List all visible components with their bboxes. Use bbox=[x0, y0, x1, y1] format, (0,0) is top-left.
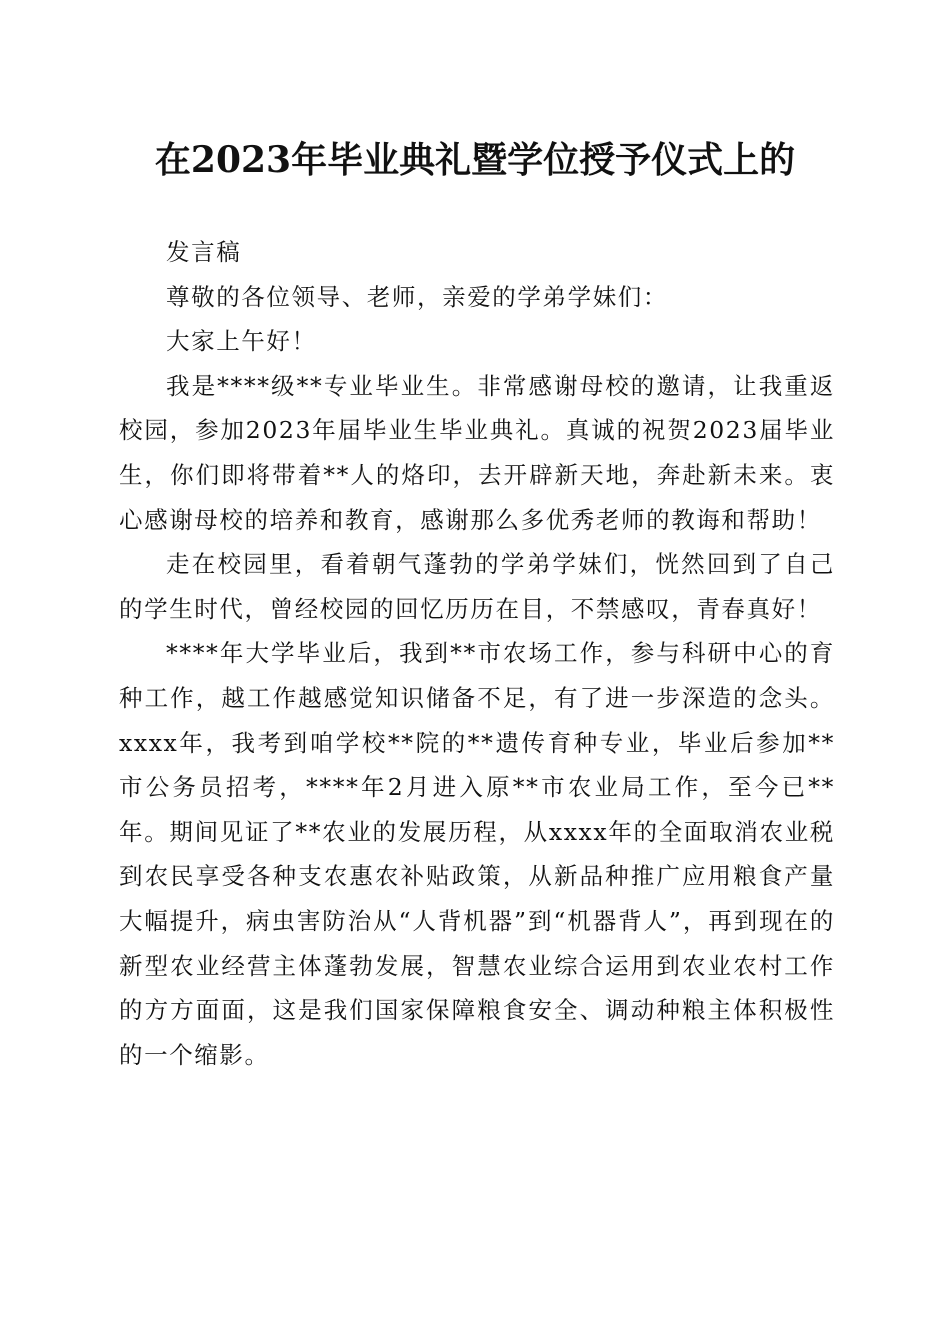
document-title: 在2023年毕业典礼暨学位授予仪式上的 bbox=[154, 139, 796, 181]
paragraph-career-history: ****年大学毕业后，我到**市农场工作，参与科研中心的育种工作，越工作越感觉知识储备不足，有了进一步深造的念头。xxxx年，我考到咱学校**院的**遗传育种专业，毕业后参加**市公务员招考，****年2月进入原**市农业局工作，至今已**年。期间见证了**农业的发展历程，从xxxx年的全面取消农业税到农民享受各种支农惠农补贴政策，从新品种推广应用粮食产量大幅提升，病虫害防治从“人背机器”到“机器背人”，再到现在的新型农业经营主体蓬勃发展，智慧农业综合运用到农业农村工作的方方面面，这是我们国家保障粮食安全、调动种粮主体积极性的一个缩影。 bbox=[119, 639, 835, 1069]
paragraph-subtitle: 发言稿 bbox=[166, 238, 242, 266]
document-body bbox=[119, 230, 835, 1077]
paragraph-introduction: 我是****级**专业毕业生。非常感谢母校的邀请，让我重返校园，参加2023年届毕业生毕业典礼。真诚的祝贺2023届毕业生，你们即将带着**人的烙印，去开辟新天地，奔赴新未来。衷心感谢母校的培养和教育，感谢那么多优秀老师的教诲和帮助！ bbox=[119, 371, 835, 534]
paragraph-salutation: 尊敬的各位领导、老师，亲爱的学弟学妹们： bbox=[166, 282, 668, 311]
paragraph-campus-memories: 走在校园里，看着朝气蓬勃的学弟学妹们，恍然回到了自己的学生时代，曾经校园的回忆历历在目，不禁感叹，青春真好！ bbox=[119, 550, 835, 623]
paragraph-greeting: 大家上午好！ bbox=[166, 327, 317, 356]
